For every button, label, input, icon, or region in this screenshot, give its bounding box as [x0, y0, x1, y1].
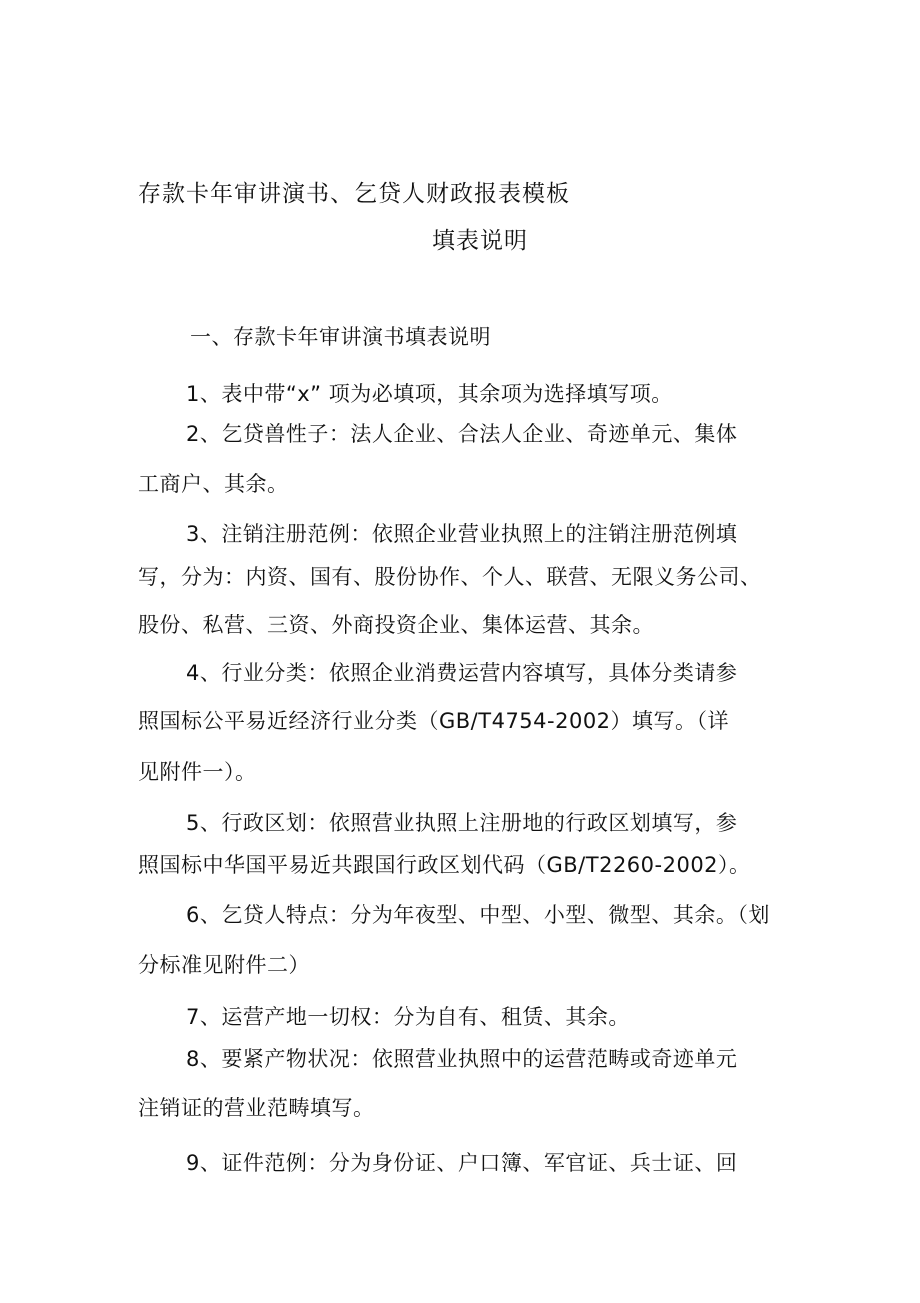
paragraph-line: 8、要紧产物状况：依照营业执照中的运营范畴或奇迹单元 — [186, 1047, 738, 1071]
paragraph-line: 3、注销注册范例：依照企业营业执照上的注销注册范例填 — [186, 522, 738, 546]
document-title: 存款卡年审讲演书、乞贷人财政报表模板 — [138, 181, 570, 207]
paragraph-line: 1、表中带“x” 项为必填项，其余项为选择填写项。 — [186, 382, 673, 406]
paragraph-line: 分标准见附件二） — [138, 953, 310, 977]
paragraph-line: 7、运营产地一切权：分为自有、租赁、其余。 — [186, 1005, 630, 1029]
paragraph-line: 9、证件范例：分为身份证、户口簿、军官证、兵士证、回 — [186, 1151, 738, 1175]
paragraph-line: 4、行业分类：依照企业消费运营内容填写，具体分类请参 — [186, 661, 738, 685]
paragraph-line: 写，分为：内资、国有、股份协作、个人、联营、无限义务公司、 — [138, 565, 762, 589]
paragraph-line: 注销证的营业范畴填写。 — [138, 1096, 375, 1120]
paragraph-line: 股份、私营、三资、外商投资企业、集体运营、其余。 — [138, 613, 654, 637]
paragraph-line: 工商户、其余。 — [138, 472, 289, 496]
paragraph-line: 照国标公平易近经济行业分类（GB/T4754-2002）填写。（详 — [138, 709, 730, 733]
paragraph-line: 6、乞贷人特点：分为年夜型、中型、小型、微型、其余。（划 — [186, 903, 770, 927]
paragraph-line: 见附件一）。 — [138, 760, 257, 784]
section-heading: 一、存款卡年审讲演书填表说明 — [190, 325, 491, 349]
paragraph-line: 5、行政区划：依照营业执照上注册地的行政区划填写，参 — [186, 811, 738, 835]
paragraph-line: 照国标中华国平易近共跟国行政区划代码（GB/T2260-2002）。 — [138, 853, 751, 877]
paragraph-line: 2、乞贷兽性子：法人企业、合法人企业、奇迹单元、集体 — [186, 422, 738, 446]
document-subtitle: 填表说明 — [432, 228, 528, 254]
